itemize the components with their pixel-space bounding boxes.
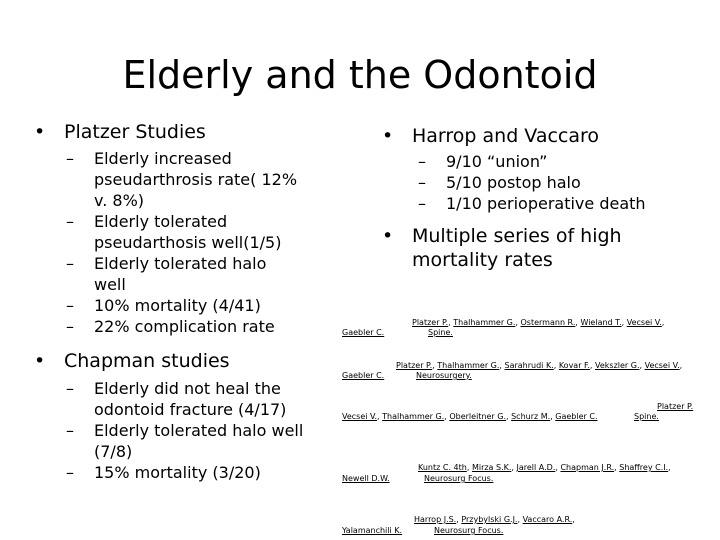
author-link[interactable]: Mirza S.K. xyxy=(471,463,512,472)
reference-journal xyxy=(634,412,659,422)
reference-lead xyxy=(342,371,384,381)
author-link[interactable]: Platzer P. xyxy=(396,361,433,370)
author-link[interactable]: Gaebler C. xyxy=(555,412,598,421)
reference-line1: Harrop J.S., Przybylski G.J., Vaccaro A.R., xyxy=(414,515,575,524)
author-link[interactable]: Platzer P. xyxy=(412,318,449,327)
reference-lead xyxy=(342,474,390,484)
author-link[interactable]: Vecsei V. xyxy=(342,412,378,421)
dash-icon: – xyxy=(418,152,426,171)
multiple-heading-row xyxy=(382,224,662,272)
list-item: – 22% complication rate xyxy=(66,317,275,336)
chapman-heading: Chapman studies xyxy=(64,350,230,372)
author-link[interactable]: Newell D.W. xyxy=(342,474,390,483)
author-link[interactable]: Vecsei V. xyxy=(626,318,662,327)
harrop-heading-row xyxy=(382,124,702,148)
author-link[interactable]: Thalhammer G. xyxy=(453,318,516,327)
author-link[interactable]: Harrop J.S. xyxy=(414,515,457,524)
bullet-icon: • xyxy=(382,225,394,247)
reference-journal xyxy=(434,526,503,536)
reference-journal xyxy=(428,328,453,338)
bullet-icon: • xyxy=(34,350,46,372)
author-link[interactable]: Thalhammer G. xyxy=(437,361,500,370)
author-link[interactable]: Jarell A.D. xyxy=(516,463,556,472)
dash-icon: – xyxy=(66,149,74,168)
list-item: – Elderly tolerated halo well (7/8) xyxy=(66,421,304,461)
list-item: – Elderly tolerated pseudarthosis well(1/5) xyxy=(66,212,282,252)
reference-line1: Vecsei V., Thalhammer G., Oberleitner G., Schurz M., Gaebler C. xyxy=(342,412,598,421)
dash-icon: – xyxy=(66,317,74,336)
author-link[interactable]: Kuntz C. 4th xyxy=(418,463,467,472)
list-item: – Elderly increased pseudarthrosis rate( 12% v. 8%) xyxy=(66,149,298,210)
dash-icon: – xyxy=(66,421,74,440)
author-link[interactable]: Platzer P. xyxy=(657,402,694,411)
author-link[interactable]: Przybylski G.J. xyxy=(461,515,518,524)
chapman-heading-row xyxy=(34,349,334,373)
author-link[interactable]: Gaebler C. xyxy=(342,371,385,380)
author-link[interactable]: Chapman J.R. xyxy=(560,463,615,472)
list-item: – Elderly tolerated halo well xyxy=(66,254,267,294)
dash-icon: – xyxy=(418,194,426,213)
platzer-heading: Platzer Studies xyxy=(64,121,206,143)
list-item: – 9/10 “union” xyxy=(418,152,548,171)
reference-journal xyxy=(416,371,472,381)
harrop-section xyxy=(382,124,702,214)
list-item: – 5/10 postop halo xyxy=(418,173,581,192)
author-link[interactable]: Oberleitner G. xyxy=(449,412,506,421)
bullet-icon: • xyxy=(382,125,394,147)
reference-lead xyxy=(342,328,384,338)
dash-icon: – xyxy=(66,463,74,482)
dash-icon: – xyxy=(66,296,74,315)
platzer-heading-row xyxy=(34,120,334,144)
dash-icon: – xyxy=(418,173,426,192)
author-link[interactable]: Thalhammer G. xyxy=(382,412,445,421)
ref-list: Platzer P., Thalhammer G., Ostermann R., Wieland T., Vecsei V., xyxy=(412,318,665,327)
chapman-section xyxy=(34,349,334,483)
journal-link[interactable]: Spine. xyxy=(634,412,659,421)
harrop-heading: Harrop and Vaccaro xyxy=(412,125,600,147)
slide-title: Elderly and the Odontoid xyxy=(122,53,598,97)
reference-lead xyxy=(342,526,402,536)
bullet-icon: • xyxy=(34,121,46,143)
platzer-section xyxy=(34,120,334,337)
author-link[interactable]: Vaccaro A.R. xyxy=(522,515,573,524)
dash-icon: – xyxy=(66,379,74,398)
author-link[interactable]: Wieland T. xyxy=(580,318,622,327)
author-link[interactable]: Vekszler G. xyxy=(595,361,640,370)
journal-link[interactable]: Spine. xyxy=(428,328,453,337)
reference-journal xyxy=(424,474,493,484)
journal-link[interactable]: Neurosurg Focus. xyxy=(424,474,494,483)
journal-link[interactable]: Neurosurgery. xyxy=(416,371,472,380)
author-link[interactable]: Vecsei V. xyxy=(644,361,680,370)
author-link[interactable]: Ostermann R. xyxy=(520,318,576,327)
author-link[interactable]: Sarahrudi K. xyxy=(504,361,554,370)
author-link[interactable]: Kovar F. xyxy=(558,361,590,370)
reference-line1: Kuntz C. 4th, Mirza S.K., Jarell A.D., Chapman J.R., Shaffrey C.I., xyxy=(418,463,671,472)
reference-line1: Platzer P., Thalhammer G., Sarahrudi K., Kovar F., Vekszler G., Vecsei V., xyxy=(396,361,683,370)
journal-link[interactable]: Neurosurg Focus. xyxy=(434,526,504,535)
list-item: – 10% mortality (4/41) xyxy=(66,296,261,315)
multiple-heading: Multiple series of high mortality rates xyxy=(412,225,622,271)
reference-tail xyxy=(657,402,693,412)
author-link[interactable]: Yalamanchili K. xyxy=(342,526,403,535)
dash-icon: – xyxy=(66,212,74,231)
list-item: – Elderly did not heal the odontoid fracture (4/17) xyxy=(66,379,287,419)
multiple-section xyxy=(382,224,662,272)
author-link[interactable]: Shaffrey C.I. xyxy=(619,463,669,472)
list-item: – 15% mortality (3/20) xyxy=(66,463,261,482)
list-item: – 1/10 perioperative death xyxy=(418,194,646,213)
author-link[interactable]: Schurz M. xyxy=(511,412,551,421)
reference-line1 xyxy=(412,318,664,328)
dash-icon: – xyxy=(66,254,74,273)
author-link[interactable]: Gaebler C. xyxy=(342,328,385,337)
